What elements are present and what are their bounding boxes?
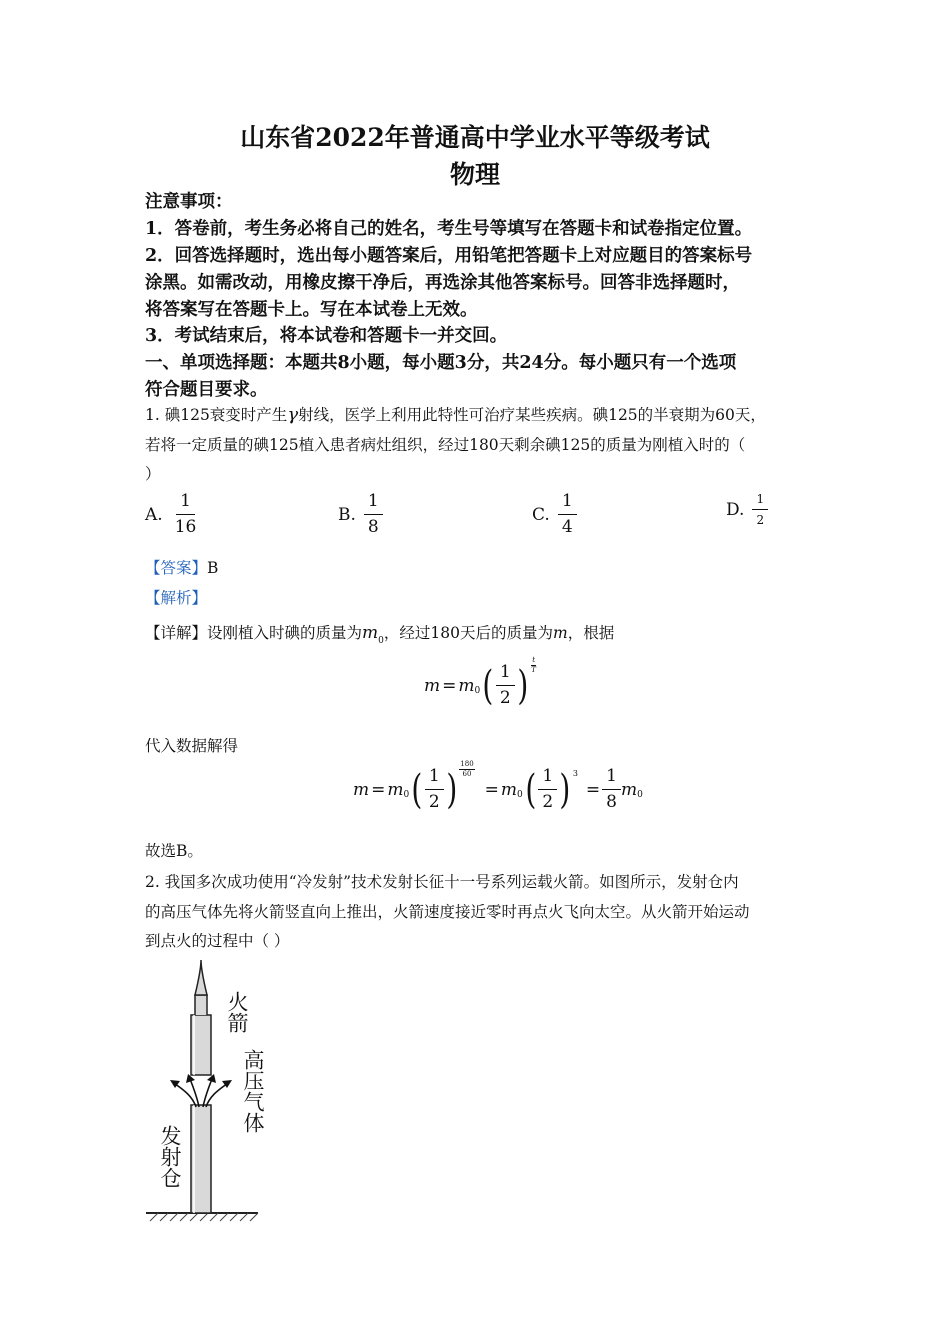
note-line: 2．回答选择题时，选出每小题答案后，用铅笔把答题卡上对应题目的答案标号 [145,246,753,266]
section-heading-cont: 符合题目要求。 [145,380,268,400]
notes-heading: 注意事项： [145,192,233,212]
power: 3 [572,769,578,778]
q2-line1: 2. 我国多次成功使用“冷发射”技术发射长征十一号系列运载火箭。如图所示，发射仓内 [145,873,739,891]
note-line: 涂黑。如需改动，用橡皮擦干净后，再选涂其他答案标号。回答非选择题时， [145,273,740,293]
eq-sign: = [442,675,457,696]
option-label: D. [726,499,745,520]
subject-title: 物理 [449,160,500,189]
detail-text: ，根据 [567,624,615,642]
subscript: 0 [517,789,523,800]
eq-var: m [620,779,638,800]
q1-line3: ） [145,465,161,483]
eq-var: m [500,779,518,800]
ground-hatching [150,1213,258,1221]
option-d[interactable] [726,493,768,526]
paren-left: ( [525,766,537,813]
exponent: $\frac{t}{T}$ [531,656,536,674]
rocket-launch-figure [140,955,280,1225]
note-line: 将答案写在答题卡上。写在本试卷上无效。 [145,300,478,320]
equation-2 [353,760,643,813]
subscript: 0 [403,789,410,800]
equation-1 [424,656,537,709]
detail-text: ，经过180天后的质量为 [383,624,553,642]
detail-line [145,621,615,646]
answer-line [145,556,218,578]
option-b[interactable] [338,493,383,536]
option-fraction: $\frac{1}{4}$ [558,493,577,536]
option-fraction: $\frac{1}{8}$ [364,493,383,536]
q2-line3: 到点火的过程中（ ） [145,932,290,950]
eq-var: m [387,779,404,800]
rocket-upper-stage [195,995,207,1015]
q1-line2: 若将一定质量的碘125植入患者病灶组织，经过180天剩余碘125的质量为刚植入时的（ [145,436,746,454]
eq-fraction: $\frac{1}{8}$ [602,768,621,811]
eq-var: m [424,675,441,696]
option-c[interactable] [532,493,577,536]
option-a[interactable] [145,493,200,536]
paren-right: ) [446,766,457,813]
option-fraction: $\frac{1}{16}$ [174,491,197,537]
silo-label: 发射仓 [158,1125,182,1188]
var-m: m [552,624,568,642]
eq-sign: = [371,779,386,800]
rocket-label: 火箭 [225,991,249,1033]
q2-line2: 的高压气体先将火箭竖直向上推出，火箭速度接近零时再点火飞向太空。从火箭开始运动 [145,903,750,921]
subscript: 0 [474,685,481,696]
option-label: C. [532,504,550,525]
eq-fraction: $\frac{1}{2}$ [496,664,515,707]
eq-var: m [353,779,370,800]
substitute-line: 代入数据解得 [145,737,239,755]
gas-arrowheads [170,1074,232,1088]
eq-sign: = [585,779,601,800]
var-m0: m [362,623,379,643]
rocket-nose [195,960,207,995]
conclusion-line: 故选B。 [145,842,203,860]
exam-title: 山东省2022年普通高中学业水平等级考试 [240,123,710,152]
eq-sign: = [484,779,499,800]
q1-text: 射线，医学上利用此特性可治疗某些疾病。碘125的半衰期为60天， [298,406,766,424]
paren-right: ) [559,766,571,813]
exponent: $\frac{180}{60}$ [460,760,474,778]
gamma-symbol: γ [287,404,299,425]
q1-text: 1. 碘125衰变时产生 [145,406,288,424]
paren-right: ) [517,662,528,709]
gas-arrows [174,1079,228,1107]
detail-tag: 【详解】 [145,624,208,642]
detail-text: 设刚植入时碘的质量为 [207,624,363,642]
option-fraction: $\frac{1}{2}$ [752,493,768,526]
analysis-tag: 【解析】 [145,589,208,607]
q1-line1 [145,403,766,425]
section-heading: 一、单项选择题：本题共8小题，每小题3分，共24分。每小题只有一个选项 [145,353,737,373]
gas-label: 高压气体 [241,1049,265,1133]
option-label: A. [145,504,163,525]
eq-fraction: $\frac{1}{2}$ [425,768,444,811]
paren-left: ( [411,766,423,813]
subscript: 0 [637,789,643,800]
eq-var: m [458,675,475,696]
answer-tag: 【答案】 [145,559,208,577]
paren-left: ( [482,662,494,709]
answer-value: B [207,559,219,577]
option-label: B. [338,504,356,525]
subscript: 0 [378,636,384,646]
eq-fraction: $\frac{1}{2}$ [538,768,557,811]
note-line: 3．考试结束后，将本试卷和答题卡一并交回。 [145,326,508,346]
note-line: 1．答卷前，考生务必将自己的姓名，考生号等填写在答题卡和试卷指定位置。 [145,219,753,239]
